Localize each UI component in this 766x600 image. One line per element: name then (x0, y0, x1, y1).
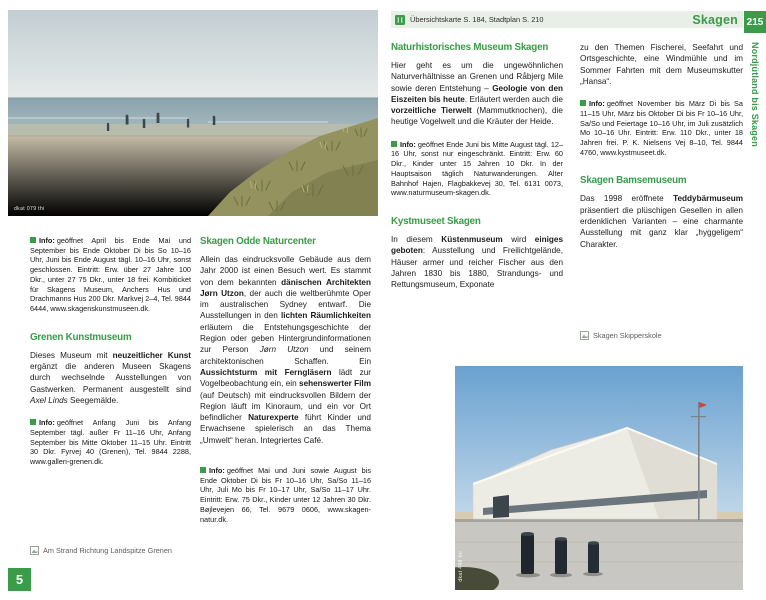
caption-text: Skagen Skipperskole (593, 331, 662, 340)
photo-credit: dkat 079 thi (14, 206, 45, 212)
caption-building (580, 331, 662, 340)
info-block-skagens-museum (30, 236, 191, 314)
page-number-left: 5 (8, 568, 31, 591)
info-block-skagen-odde-naturcenter (200, 466, 371, 524)
info-icon (30, 237, 36, 243)
map-reference: Übersichtskarte S. 184, Stadtplan S. 210 (410, 15, 544, 24)
info-text: geöffnet Mai und Juni sowie August bis Ende Oktober Di bis Fr 10–16 Uhr, Sa/So 11–16 Uhr, Juli Mo bis Fr 10–17 Uhr, Sa/So 11–17 Uhr. Eintritt: Erw. 75 Dkr., Kinder unter 12 Jahren 30 Dkr. Bøjlevejen 66, Tel. 9679 0606, www.skagen-natur.dk. (200, 466, 371, 524)
paragraph-skagen-bamsemuseum: Das 1998 eröffnete Teddybärmuseum präsentiert die plüschigen Gesellen in allen erdenklichen Varianten – eine charmante Ausstellung mit ganz klar „hyggeligem“ Charakter. (580, 194, 743, 249)
heading-grenen-kunstmuseum: Grenen Kunstmuseum (30, 331, 132, 343)
info-block-grenen-kunstmuseum (30, 418, 191, 467)
image-ref-icon (580, 331, 589, 340)
photo-credit: dkat 448 thi (458, 551, 464, 582)
paragraph-skagen-odde-naturcenter: Allein das eindrucksvolle Gebäude aus dem Jahr 2000 ist einen Besuch wert. Es stammt von dem bekannten dänischen Architekten Jørn Utzon, der auch die weltberühmte Oper im australischen Sydney entwarf. Die Ausstellungen in den lichten Räumlichkeiten erläutern die Entstehungsgeschichte der Region oder geben Hintergrundinformationen zur Person Jørn Utzon und seinem architektonischen Schaffen. Ein Aussichtsturm mit Ferngläsern lädt zur Vogelbeobachtung ein, ein sehenswerter Film (auf Deutsch) mit eindrucksvollen Bildern der Region läuft im Kinoraum, und ein vor Ort befindlicher Naturexperte führt Kinder und Erwachsene spielerisch an das Thema „Umwelt“ heran. Integriertes Café. (200, 255, 371, 445)
chapter-title: Skagen (692, 12, 738, 27)
info-label: Info: (400, 139, 416, 149)
info-icon (200, 467, 206, 473)
caption-text: Am Strand Richtung Landspitze Grenen (43, 546, 172, 555)
info-text: geöffnet April bis Ende Mai und September bis Ende Oktober Di bis So 10–16 Uhr, Juni bis Ende August tägl. 10–16 Uhr, sonst geschlossen. Eintritt: Erw. über 27 Jahre 100 Dkr., unter 27 75 Dkr., unter 18 frei. Kombiticket für Skagens Museum, Anchers Hus und Drachmanns Hus 200 Dkr. Markvej 2–4, Tel. 9844 6444, www.skagenskunstmuseen.dk. (30, 236, 191, 313)
left-column-2 (200, 236, 371, 524)
info-label: Info: (209, 466, 225, 476)
paragraph-kystmuseet-continuation: zu den Themen Fischerei, Seefahrt und Ortsgeschichte, eine Windmühle und im Sommer Fahrten mit dem Museumskutter „Hansa“. (580, 43, 743, 86)
info-label: Info: (39, 418, 55, 428)
paragraph-naturhistorisches-museum: Hier geht es um die ungewöhnlichen Naturverhältnisse an Grenen und Råbjerg Mile sowie deren Entstehung – Geologie von den Eiszeiten bis heute. Erläutert werden auch die vorzeitliche Tierwelt (Mammutknochen), die heutige Vogelwelt und die Kräuter der Heide. (391, 61, 563, 127)
page-number-right: 215 (744, 11, 766, 33)
info-text: geöffnet November bis März Di bis Sa 11–15 Uhr, März bis Oktober Di bis Fr 10–16 Uhr, Sa/So und Feiertage 10–16 Uhr, im Juli zusätzlich Mo 10–16 Uhr. Eintritt: Erw. 110 Dkr., unter 18 Jahren frei. P. K. Nielsens Vej 8–10, Tel. 9844 4760, www.kystmuseet.dk. (580, 99, 743, 157)
beach-photo (8, 10, 378, 216)
building-photo-art (455, 366, 743, 590)
info-block-naturhistorisches-museum (391, 140, 563, 198)
heading-skagen-bamsemuseum: Skagen Bamsemuseum (580, 175, 687, 187)
info-icon (580, 100, 586, 106)
beach-photo-art (8, 10, 378, 216)
info-text: geöffnet Ende Juni bis Mitte August tägl. 12–16 Uhr, sonst nur eingeschränkt. Eintritt: Erw. 60 Dkr., Kinder unter 15 Jahren 10 Dkr. In der Hauptsaison täglich Naturwanderungen. Alter Bahnhof Hajen, Flagbakkevej 30, Tel. 6131 0073, www.naturmuseum-skagen.dk. (391, 139, 563, 198)
page-header (391, 11, 743, 28)
info-icon (30, 419, 36, 425)
heading-naturhistorisches-museum: Naturhistorisches Museum Skagen (391, 42, 549, 53)
paragraph-grenen-kunstmuseum: Dieses Museum mit neuzeitlicher Kunst ergänzt die anderen Museen Skagens durch wechselnde Ausstellungen von Gastwerken. Permanent ausgestellt sind Axel Linds Seegemälde. (30, 350, 191, 405)
heading-kystmuseet-skagen: Kystmuseet Skagen (391, 216, 481, 227)
info-block-kystmuseet (580, 99, 743, 157)
right-column-2 (580, 42, 743, 250)
building-photo (455, 366, 743, 590)
map-icon (395, 15, 405, 25)
left-column-1 (30, 236, 191, 467)
info-text: geöffnet Anfang Juni bis Anfang September tägl. außer Fr 11–16 Uhr, Anfang September bis Mitte Oktober 11–15 Uhr. Eintritt 30 Dkr. Fyrvej 40 (Grenen), Tel. 9844 2288, www.galleri-grenen.dk. (30, 418, 191, 466)
heading-skagen-odde-naturcenter: Skagen Odde Naturcenter (200, 236, 316, 247)
info-label: Info: (589, 99, 605, 109)
paragraph-kystmuseet-skagen: In diesem Küstenmuseum wird einiges geboten: Ausstellung und Freilichtgelände, Häuser armer und reicher Fischer aus den Jahren 1830 bis 1880, Strandungs- und Rettungsmuseum, Exponate (391, 235, 563, 290)
info-icon (391, 141, 397, 147)
info-label: Info: (39, 236, 55, 245)
caption-beach (30, 546, 172, 555)
chapter-side-tab: Nordjütland bis Skagen (750, 42, 760, 147)
image-ref-icon (30, 546, 39, 555)
right-column-1 (391, 42, 563, 290)
